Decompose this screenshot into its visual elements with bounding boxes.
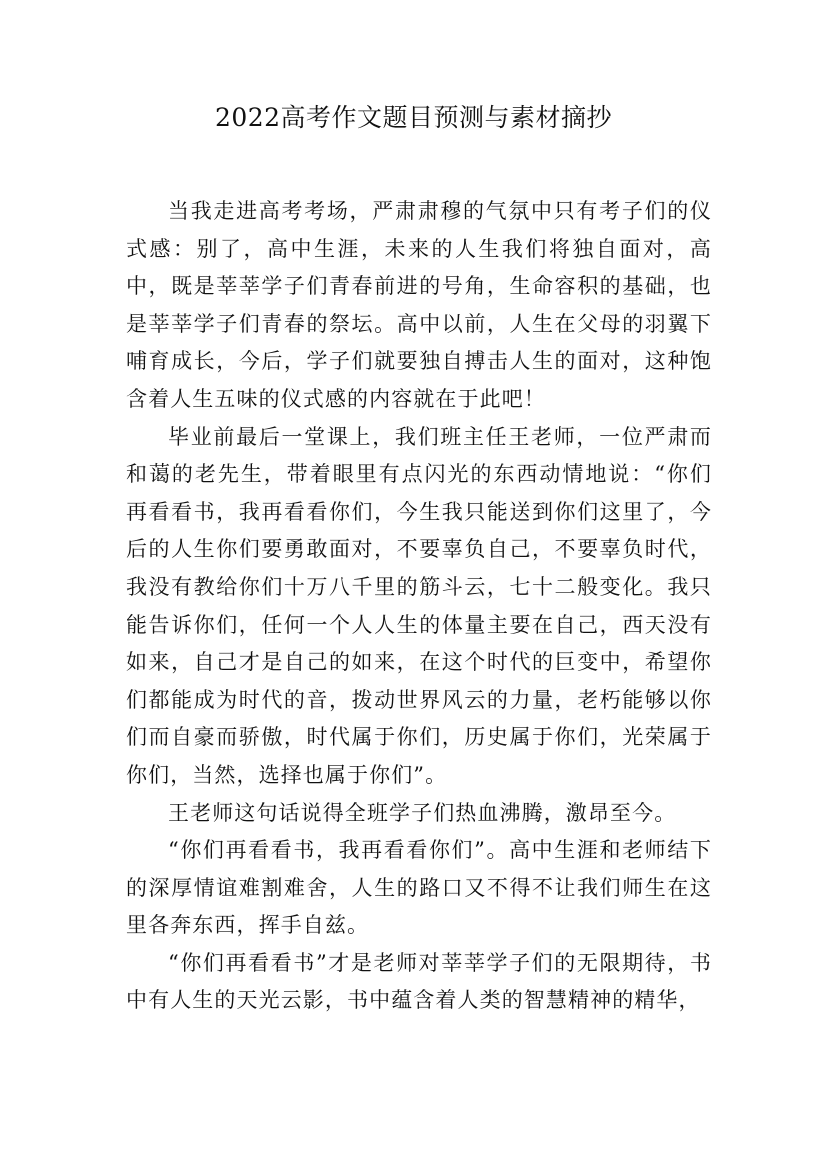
paragraph: “你们再看看书，我再看看你们”。高中生涯和老师结下的深厚情谊难割难舍，人生的路口又不得不让我们师生在这里各奔东西，挥手自兹。 [126,838,712,938]
paragraph: “你们再看看书”才是老师对莘莘学子们的无限期待，书中有人生的天光云影，书中蕴含着人类的智慧精神的精华， [126,950,712,1013]
paragraph: 王老师这句话说得全班学子们热血沸腾，激昂至今。 [168,800,677,825]
paragraph: 当我走进高考考场，严肃肃穆的气氛中只有考子们的仪式感：别了，高中生涯，未来的人生我们将独自面对，高中，既是莘莘学子们青春前进的号角，生命容积的基础，也是莘莘学子们青春的祭坛。高中以前，人生在父母的羽翼下哺育成长，今后，学子们就要独自搏击人生的面对，这种饱含着人生五味的仪式感的内容就在于此吧！ [126,199,712,411]
document-title: 2022高考作文题目预测与素材摘抄 [214,103,613,132]
paragraph: 毕业前最后一堂课上，我们班主任王老师，一位严肃而和蔼的老先生，带着眼里有点闪光的东西动情地说：“你们再看看书，我再看看你们，今生我只能送到你们这里了，今后的人生你们要勇敢面对，不要辜负自己，不要辜负时代，我没有教给你们十万八千里的筋斗云，七十二般变化。我只能告诉你们，任何一个人人生的体量主要在自己，西天没有如来，自己才是自己的如来，在这个时代的巨变中，希望你们都能成为时代的音，拨动世界风云的力量，老朽能够以你们而自豪而骄傲，时代属于你们，历史属于你们，光荣属于你们，当然，选择也属于你们”。 [126,424,712,787]
document-body [126,193,712,1020]
